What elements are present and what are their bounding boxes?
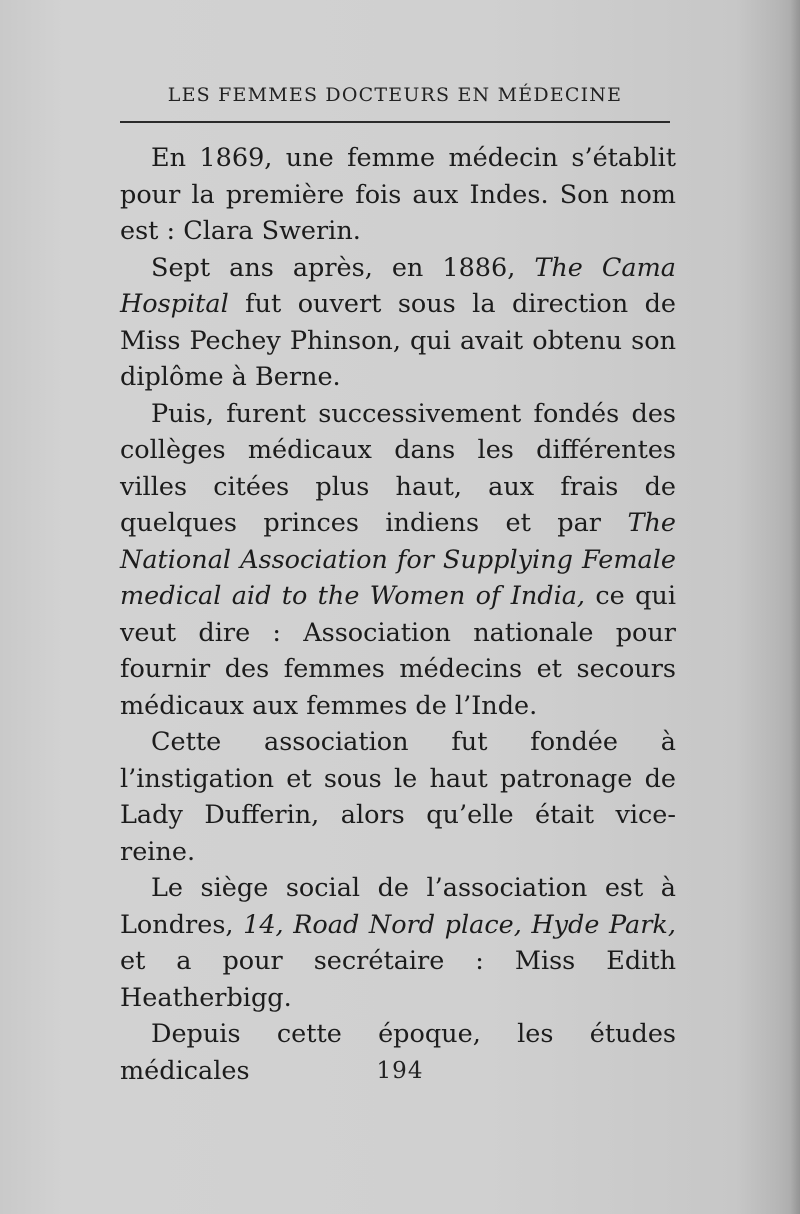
text-run: et a pour secrétaire : Miss Edith Heatherbigg. [120, 946, 676, 1013]
text-run: fut ouvert sous la direction de Miss Pechey Phinson, qui avait obtenu son diplôme à Berne. [120, 289, 676, 392]
text-run: ce qui veut dire : Association nationale pour fournir des femmes médecins et secours médicaux aux femmes de l’Inde. [120, 581, 676, 721]
italic-title-national-association: The National Association for Supplying Female medical aid to the Women of India, [120, 508, 676, 611]
text-run: Le siège social de l’association est à Londres, [120, 873, 676, 940]
body-text [120, 140, 676, 1089]
text-run: Puis, furent successivement fondés des collèges médicaux dans les différentes villes citées plus haut, aux frais de quelques princes indiens et par [120, 398, 676, 538]
text-run: Sept ans après, en 1886, [151, 252, 535, 283]
italic-address: 14, Road Nord place, Hyde Park, [243, 909, 676, 940]
header-rule [120, 121, 670, 123]
italic-title-cama-hospital: The Cama Hospital [120, 252, 676, 319]
paragraph [120, 140, 676, 250]
running-head: LES FEMMES DOCTEURS EN MÉDECINE [167, 84, 623, 106]
page-number: 194 [376, 1058, 424, 1084]
paragraph [120, 724, 676, 870]
text-run: Depuis cette époque, les études médicales [120, 1019, 676, 1086]
paragraph [120, 396, 676, 725]
text-run: En 1869, une femme médecin s’établit pour la première fois aux Indes. Son nom est : Clara Swerin. [120, 143, 676, 246]
text-run: Cette association fut fondée à l’instigation et sous le haut patronage de Lady Dufferin, alors qu’elle était vice-reine. [120, 727, 676, 867]
paragraph [120, 250, 676, 396]
paragraph [120, 870, 676, 1016]
